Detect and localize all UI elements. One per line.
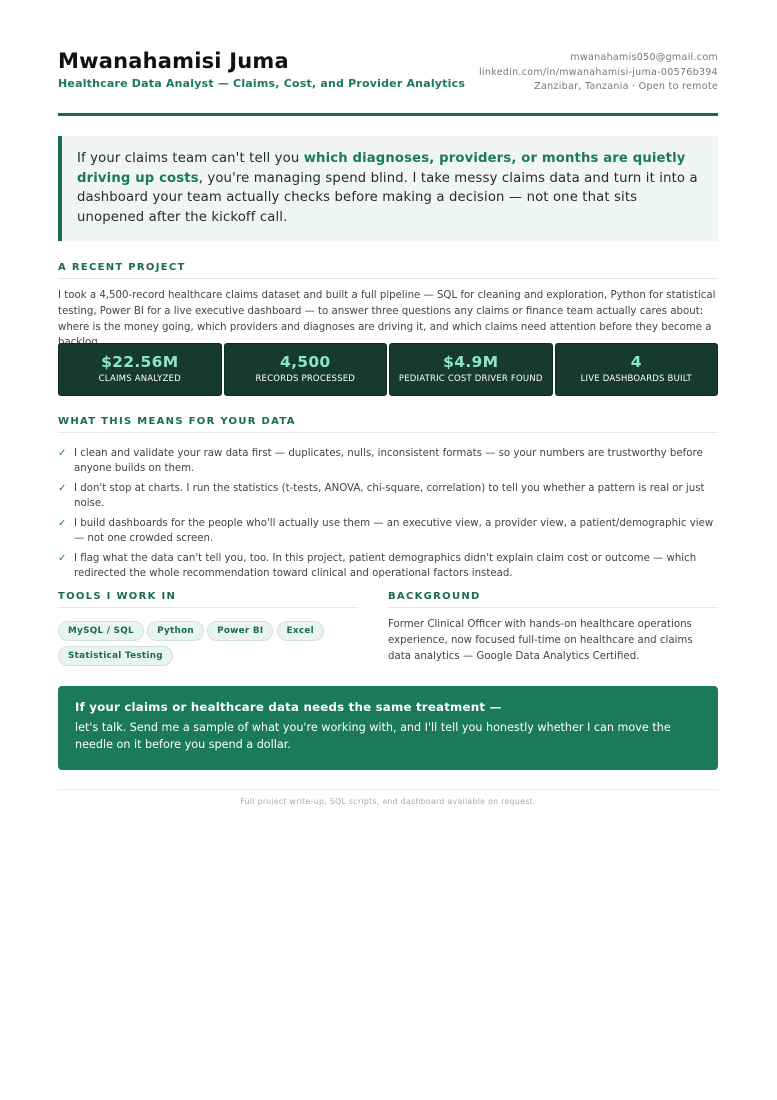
stat-label: CLAIMS ANALYZED bbox=[98, 374, 181, 384]
stat-label: LIVE DASHBOARDS BUILT bbox=[580, 374, 692, 384]
check-icon: ✓ bbox=[58, 518, 67, 529]
tool-tag: Power BI bbox=[207, 621, 273, 641]
footer-note: Full project write-up, SQL scripts, and dashboard available on request. bbox=[240, 797, 536, 806]
stat-value: $22.56M bbox=[101, 353, 179, 371]
stat-value: 4 bbox=[630, 353, 642, 371]
contact-block bbox=[479, 51, 718, 95]
list-item-text: I don't stop at charts. I run the statistics (t-tests, ANOVA, chi-square, correlation) to tell you whether a pattern is real or just noise. bbox=[74, 483, 705, 509]
stat-card bbox=[389, 343, 553, 396]
check-icon: ✓ bbox=[58, 483, 67, 494]
pitch-rest: , you're managing spend blind. I take messy claims data and turn it into a dashboard your team actually checks before making a decision — not one that sits unopened after the kickoff call. bbox=[77, 170, 698, 225]
list-item bbox=[58, 446, 718, 476]
stat-value: $4.9M bbox=[443, 353, 499, 371]
tool-tag: Python bbox=[147, 621, 204, 641]
stats-row bbox=[58, 343, 718, 396]
list-item-text: I clean and validate your raw data first — duplicates, nulls, inconsistent formats — so your numbers are trustworthy before anyone builds on them. bbox=[74, 448, 703, 474]
list-item bbox=[58, 481, 718, 511]
candidate-title: Healthcare Data Analyst — Claims, Cost, and Provider Analytics bbox=[58, 77, 466, 90]
candidate-name: Mwanahamisi Juma bbox=[58, 49, 289, 73]
stat-card bbox=[224, 343, 388, 396]
resume-page bbox=[58, 0, 718, 806]
list-item-text: I flag what the data can't tell you, too. In this project, patient demographics didn't explain claim cost or outcome — which redirected the whole recommendation toward clinical and operational factors instead. bbox=[74, 553, 697, 579]
list-item-text: I build dashboards for the people who'll actually use them — an executive view, a provider view, a patient/demographic view — not one crowded screen. bbox=[74, 518, 714, 544]
project-description: I took a 4,500-record healthcare claims dataset and built a full pipeline — SQL for cleaning and exploration, Python for statistical testing, Power BI for a live executive dashboard — to answer three questions any claims or finance team actually cares about: where is the money going, which providers and diagnoses are driving it, and which claims need attention before they become a bbox=[58, 290, 716, 333]
stat-card bbox=[555, 343, 719, 396]
cta-body: let's talk. Send me a sample of what you're working with, and I'll tell you honestly whether I can move the needle on it before you spend a dollar. bbox=[75, 721, 671, 751]
background-heading: BACKGROUND bbox=[388, 591, 481, 602]
list-item bbox=[58, 551, 718, 581]
stat-label: PEDIATRIC COST DRIVER FOUND bbox=[398, 374, 543, 384]
background-divider bbox=[388, 607, 718, 608]
tools-divider bbox=[58, 607, 358, 608]
tool-tag: MySQL / SQL bbox=[58, 621, 144, 641]
meaning-heading: WHAT THIS MEANS FOR YOUR DATA bbox=[58, 416, 296, 427]
tool-tag: Statistical Testing bbox=[58, 646, 173, 666]
project-heading: A RECENT PROJECT bbox=[58, 262, 186, 273]
project-divider bbox=[58, 278, 718, 279]
footer-divider bbox=[58, 789, 718, 790]
list-item bbox=[58, 516, 718, 546]
meaning-divider bbox=[58, 432, 718, 433]
tools-heading: TOOLS I WORK IN bbox=[58, 591, 177, 602]
tool-tag: Excel bbox=[277, 621, 324, 641]
check-icon: ✓ bbox=[58, 553, 67, 564]
header bbox=[58, 0, 718, 116]
pitch-lead: If your claims team can't tell you bbox=[77, 151, 304, 166]
stat-value: 4,500 bbox=[279, 353, 331, 371]
stat-label: RECORDS PROCESSED bbox=[255, 374, 356, 384]
location-text: Zanzibar, Tanzania · Open to remote bbox=[534, 81, 718, 92]
background-text: Former Clinical Officer with hands-on healthcare operations experience, now focused full-time on healthcare and claims data analytics — Google Data Analytics Certified. bbox=[388, 619, 693, 662]
check-icon: ✓ bbox=[58, 448, 67, 459]
pitch-callout bbox=[58, 136, 718, 241]
cta-title: If your claims or healthcare data needs the same treatment — bbox=[75, 700, 502, 714]
cta-box bbox=[58, 686, 718, 770]
pitch-highlight: which diagnoses, providers, or months are quietly driving up costs bbox=[77, 151, 686, 186]
email-link[interactable]: mwanahamis050@gmail.com bbox=[570, 52, 718, 63]
tools-tags bbox=[58, 618, 358, 668]
linkedin-link[interactable]: linkedin.com/in/mwanahamisi-juma-00576b394 bbox=[479, 66, 718, 78]
stat-card bbox=[58, 343, 222, 396]
meaning-list bbox=[58, 446, 718, 586]
